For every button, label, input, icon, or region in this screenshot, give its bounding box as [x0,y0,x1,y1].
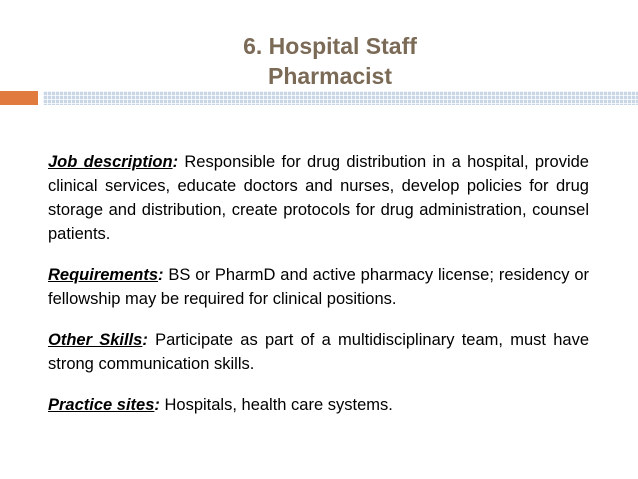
section-other-skills [48,328,589,376]
section-text: Hospitals, health care systems. [159,396,393,414]
section-text: Responsible for drug distribution in a hospital, provide clinical services, educate doctors and nurses, develop policies for drug storage and distribution, create protocols for drug administration, counsel patients. [48,153,589,243]
section-label: Job description [48,153,173,171]
accent-bar [0,91,38,105]
slide-title [100,31,560,91]
slide-body [48,150,589,434]
section-label: Requirements [48,266,159,284]
section-practice-sites [48,393,589,417]
section-job-description [48,150,589,246]
section-separator: : [172,153,179,171]
section-label: Practice sites [48,396,155,414]
section-separator: : [158,266,164,284]
section-text: BS or PharmD and active pharmacy license; residency or fellowship may be required for clinical positions. [48,266,589,308]
section-separator: : [154,396,160,414]
section-label: Other Skills [48,331,143,349]
section-separator: : [142,331,148,349]
slide-title-line-2: Pharmacist [267,63,392,89]
section-text: Participate as part of a multidisciplinary team, must have strong communication skills. [48,331,589,373]
slide-title-line-1: 6. Hospital Staff [243,33,417,59]
decorative-grid-bar [43,91,638,105]
section-requirements [48,263,589,311]
